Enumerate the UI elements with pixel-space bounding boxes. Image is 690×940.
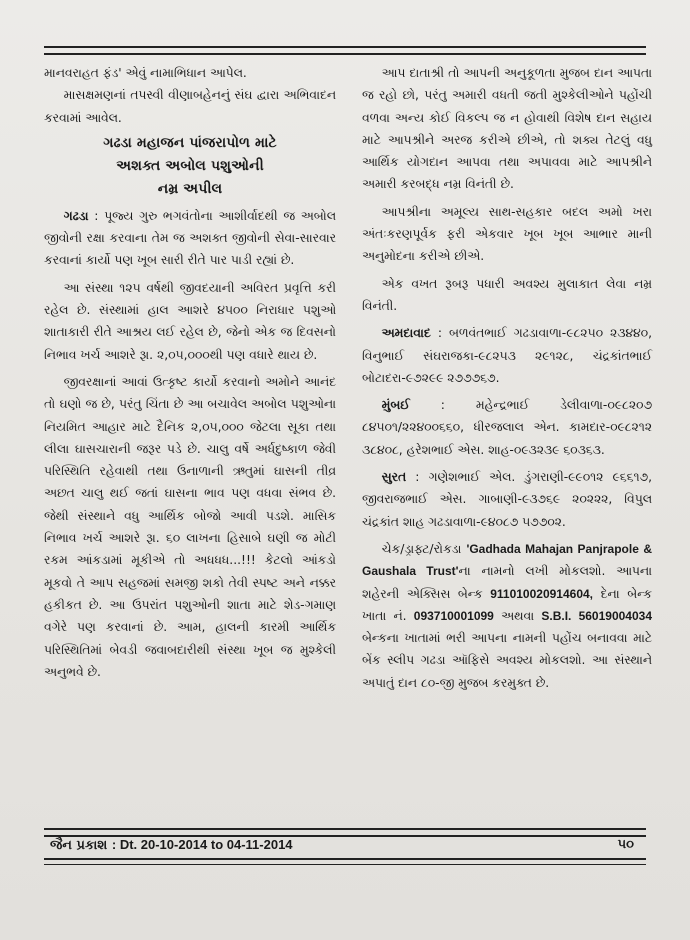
sbi-label: S.B.I.: [541, 608, 572, 623]
left-paragraph-4: આ સંસ્થા ૧૨૫ વર્ષથી જીવદયાની અવિરત પ્રવૃત્તિ કરી રહેલ છે. સંસ્થામાં હાલ આશરે ૪૫૦૦ નિરાધાર પશુઓ શાતાકારી રીતે આશ્રય લઈ રહેલ છે, જેનો એક જ દિવસનો નિભાવ ખર્ચ આશરે રૂા. ૨,૦૫,૦૦૦થી પણ વધારે થાય છે.: [44, 280, 336, 362]
contact-mumbai-text: : મહેન્દ્રભાઈ ડેલીવાળા-૦૯૮૨૦૭ ૮૪૫૦૧/૨૨૪૦૦૬૬૦, ધીરજલાલ એન. કામદાર-૦૯૮૨૧૨ ૩૮૪૦૮, હરેશભાઈ એસ. શાહ-૦૯૩૨૩૯ ૬૦૩૬૩.: [362, 398, 652, 457]
donation-instructions: [362, 538, 652, 694]
left-paragraph-3-text: : પૂજ્ય ગુરુ ભગવંતોના આશીર્વાદથી જ અબોલ જીવોની રક્ષા કરવાના તેમ જ અશક્ત જીવોની સેવા-સારવાર કરવાનાં કાર્યો પણ ખૂબ સારી રીતે પાર પાડી રહ્યાં છે.: [44, 208, 336, 268]
footer-underline-rule: [44, 858, 646, 865]
appeal-heading-line-3: નમ્ર અપીલ: [157, 180, 223, 197]
appeal-heading-line-2: અશક્ત અબોલ પશુઓની: [116, 157, 264, 174]
right-paragraph-2: આપશ્રીના અમૂલ્ય સાથ-સહકાર બદલ અમો ખરા અંતઃકરણપૂર્વક ફરી એકવાર ખૂબ ખૂબ આભાર માની અનુમોદના કરીએ છીએ.: [362, 204, 652, 264]
payment-modes: ચેક/ડ્રાફ્ટ/રોકડા: [381, 541, 462, 556]
left-paragraph-2: માસક્ષમણનાં તપસ્વી વીણાબહેનનું સંઘ દ્વારા અભિવાદન કરવામાં આવેલ.: [44, 88, 336, 125]
right-paragraph-1: આપ દાતાશ્રી તો આપની અનુકૂળતા મુજબ દાન આપતા જ રહો છો, પરંતુ અમારી વધતી જતી મુશ્કેલીઓને પહોંચી વળવા અન્ય કોઈ વિકલ્પ જ ન હોવાથી વિશેષ દાન સહાય માટે આપશ્રીને અરજ કરીએ છીએ, તો શક્ય તેટલું વધુ આર્થિક યોગદાન આપવા તથા અપાવવા માટે આપશ્રીને અમારી કરબદ્ધ નમ્ર વિનંતી છે.: [362, 66, 652, 192]
appeal-heading-line-1: ગઢડા મહાજન પાંજરાપોળ માટે: [103, 134, 277, 151]
contact-ahmedabad-text: : બળવંતભાઈ ગઢડાવાળા-૯૮૨૫૦ ૨૩૪૪૦, વિનુભાઈ સંઘરાજકા-૯૮૨૫૩ ૨૯૧૨૮, ચંદ્રકાંતભાઈ બોટાદરા-૯૭૨૯૯ ૨૭૭૭૬૭.: [362, 326, 652, 385]
right-paragraph-3: એક વખત રૂબરૂ પધારી અવશ્ય મુલાકાત લેવા નમ્ર વિનંતી.: [362, 276, 652, 313]
issue-dates: : Dt. 20-10-2014 to 04-11-2014: [111, 837, 293, 852]
sbi-account-number: 56019004034: [578, 608, 652, 623]
contact-mumbai: [362, 394, 652, 461]
city-mumbai-label: મુંબઈ: [381, 398, 410, 413]
contact-ahmedabad: [362, 322, 652, 389]
publication-name: જૈન પ્રકાશ: [50, 838, 108, 853]
appeal-heading: [44, 132, 336, 201]
contact-surat-text: : ગણેશભાઈ એલ. ડુંગરાણી-૯૯૦૧૨ ૯૬૬૧૭, જીવરાજભાઈ એસ. ગાબાણી-૯૩૭૬૯ ૨૦૨૨૨, વિપુલ ચંદ્રકાંત શાહ ગઢડાવાળા-૯૪૦૮૭ ૫૭૭૦૨.: [362, 470, 652, 529]
donation-text-4: બેન્કના ખાતામાં ભરી આપના નામની પહોંચ બનાવવા માટે બેંક સ્લીપ ગઢડા ઑફિસે અવશ્ય મોકલશો. આ સંસ્થાને અપાતું દાન ૮૦-જી મુજબ કરમુક્ત છે.: [362, 631, 652, 690]
city-ahmedabad-label: અમદાવાદ: [381, 326, 431, 341]
donation-text-2: દેના બેન્ક ખાતા નં.: [362, 586, 652, 623]
page-number: ૫૦: [617, 837, 634, 852]
right-column: [362, 62, 652, 694]
trust-name: 'Gadhada Mahajan Panjrapole & Gaushala Trust': [362, 541, 652, 579]
city-surat-label: સુરત: [381, 470, 407, 485]
left-paragraph-1: માનવરાહત ફંડ' એવું નામાભિધાન આપેલ.: [44, 66, 247, 80]
contact-surat: [362, 466, 652, 533]
footer-publication: [50, 836, 293, 855]
left-paragraph-5: જીવરક્ષાનાં આવાં ઉત્કૃષ્ટ કાર્યો કરવાનો અમોને આનંદ તો ઘણો જ છે, પરંતુ ચિંતા છે આ બચાવેલ અબોલ પશુઓના નિયમિત આહાર માટે દૈનિક ૨,૦૫,૦૦૦ જેટલા સૂકા તથા લીલા ઘાસચારાની જરૂર પડે છે. ચાલુ વર્ષે અર્ધદુષ્કાળ જેવી પરિસ્થિતિ રહેવાથી તથા ઉનાળાની ઋતુમાં ઘાસની તીવ્ર અછત ચાલુ થઈ જતાં ઘાસના ભાવ પણ વધવા સંભવ છે. જેથી સંસ્થાને વધુ આર્થિક બોજો આવી પડશે. માસિક નિભાવ ખર્ચ આશરે રૂા. ૬૦ લાખના હિસાબે ઘણી જ મોટી રકમ આંકડામાં મૂકીએ તો અધધધ...!!! કેટલો આંકડો મૂકવો તે આપ સહજમાં સમજી શકો તેવી સ્પષ્ટ અને નક્કર હકીકત છે. આ ઉપરાંત પશુઓની શાતા માટે શેડ-ગમાણ વગેરે પણ કરવાનાં છે. આમ, હાલની કારમી આર્થિક પરિસ્થિતિમાં બેવડી જવાબદારીથી સંસ્થા ખૂબ જ મુશ્કેલી અનુભવે છે.: [44, 374, 336, 679]
top-double-rule: [44, 46, 646, 55]
donation-text-3: અથવા: [501, 608, 535, 623]
place-lead-gadhada: ગઢડા: [63, 208, 89, 223]
left-column: [44, 62, 336, 683]
dena-account-number: 093710001099: [413, 608, 494, 623]
donation-text-1: ના નામનો લખી મોકલશો. આપના શહેરની એક્સિસ બેન્ક: [362, 564, 652, 601]
axis-account-number: 911010020914604,: [490, 586, 593, 601]
left-paragraph-3: [44, 205, 336, 272]
